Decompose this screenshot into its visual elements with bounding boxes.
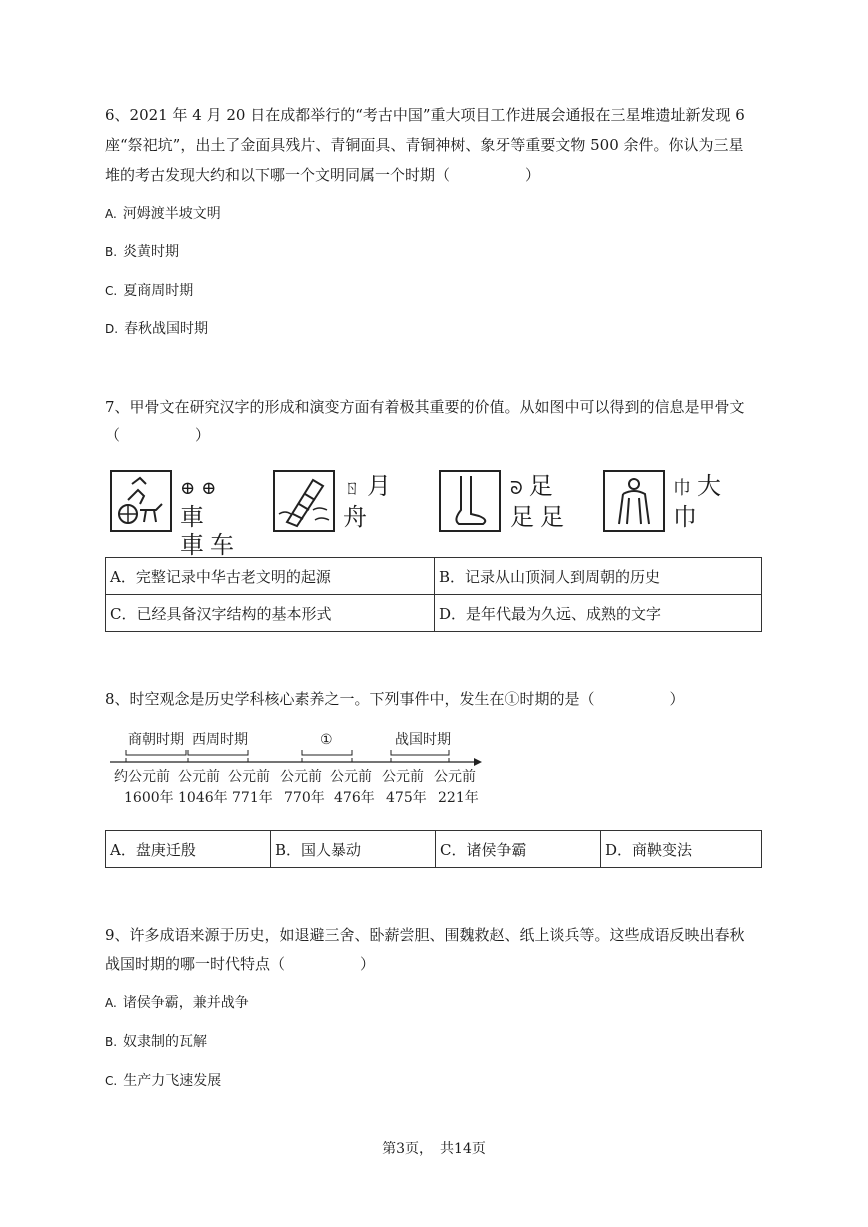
- option-text: 河姆渡半坡文明: [122, 206, 221, 222]
- period-bracket: [188, 750, 248, 755]
- q9-option-c: [105, 1072, 221, 1090]
- glyph-char: 舟: [343, 503, 373, 531]
- table-row: [106, 831, 762, 868]
- q8-answer-table: [105, 830, 762, 868]
- option-text: 春秋战国时期: [124, 321, 209, 337]
- tick-year: 1600年: [124, 790, 174, 806]
- q6-option-b: [105, 243, 179, 261]
- option-letter: C.: [105, 1074, 118, 1088]
- table-row: [106, 558, 762, 595]
- option-letter: A.: [105, 207, 117, 221]
- period-bracket: [126, 750, 186, 755]
- q7-answer-c: C．已经具备汉字结构的基本形式: [106, 595, 435, 632]
- ancient-glyph: ᘐ: [510, 478, 529, 499]
- option-letter: B.: [105, 245, 118, 259]
- option-letter: A.: [105, 996, 117, 1010]
- q6-line-3: 堆的考古发现大约和以下哪一个文明同属一个时期（ ）: [105, 166, 541, 184]
- q7-answer-a: A．完整记录中华古老文明的起源: [106, 558, 435, 595]
- oracle-chariot-chars: [180, 472, 240, 559]
- q7-line-2: （ ）: [105, 426, 211, 444]
- q9-line-1: 9、许多成语来源于历史，如退避三舍、卧薪尝胆、围魏救赵、纸上谈兵等。这些成语反映出春秋: [105, 926, 745, 944]
- q6-option-a: [105, 205, 221, 223]
- q8-answer-d: D．商鞅变法: [601, 831, 762, 868]
- tick-year: 476年: [334, 790, 375, 806]
- ancient-glyph: ㄖ: [343, 478, 367, 499]
- option-letter: B.: [105, 1035, 118, 1049]
- option-text: 炎黄时期: [123, 244, 180, 260]
- q6-line-1: 6、2021 年 4 月 20 日在成都举行的“考古中国”重大项目工作进展会通报在三星堆遗址新发现 6: [105, 106, 745, 124]
- glyph-char: 足: [510, 503, 540, 531]
- tick-label: 公元前: [178, 769, 220, 785]
- option-letter: D.: [105, 322, 119, 336]
- option-text: 奴隶制的瓦解: [123, 1034, 208, 1050]
- tick-label: 公元前: [228, 769, 270, 785]
- option-text: 生产力飞速发展: [123, 1073, 222, 1089]
- timeline-arrow: [474, 758, 482, 766]
- q7-answer-table: [105, 557, 762, 632]
- q8-answer-b: B．国人暴动: [271, 831, 436, 868]
- q9-line-2: 战国时期的哪一时代特点（ ）: [105, 955, 376, 973]
- glyph-char: 巾: [673, 503, 703, 531]
- period-bracket: [391, 750, 449, 755]
- oracle-foot-image: [439, 470, 501, 532]
- tick-label: 公元前: [330, 769, 372, 785]
- glyph-char: 足: [528, 472, 559, 500]
- q8-line-1: 8、时空观念是历史学科核心素养之一。下列事件中，发生在①时期的是（ ）: [105, 690, 685, 708]
- q6-line-2: 座“祭祀坑”，出土了金面具残片、青铜面具、青铜神树、象牙等重要文物 500 余件。你认为三星: [105, 136, 744, 154]
- period-label: 战国时期: [395, 732, 451, 748]
- period-bracket: [302, 750, 352, 755]
- oracle-foot-chars: [510, 472, 570, 531]
- q8-timeline: [108, 730, 498, 812]
- tick-year: 475年: [386, 790, 427, 806]
- glyph-char: 车: [210, 531, 240, 559]
- oracle-boat-image: [273, 470, 335, 532]
- tick-label: 约公元前: [114, 769, 170, 785]
- q8-answer-c: C．诸侯争霸: [436, 831, 601, 868]
- glyph-char: 車: [180, 503, 210, 531]
- period-label: 商朝时期: [128, 732, 184, 748]
- option-text: 诸侯争霸，兼并战争: [122, 995, 249, 1011]
- tick-year: 770年: [284, 790, 325, 806]
- oracle-chariot-image: [110, 470, 172, 532]
- q7-answer-d: D．是年代最为久远、成熟的文字: [435, 595, 762, 632]
- ancient-glyph: ⊕⊕: [180, 478, 223, 499]
- q7-line-1: 7、甲骨文在研究汉字的形成和演变方面有着极其重要的价值。从如图中可以得到的信息是甲骨文: [105, 398, 745, 416]
- glyph-char: 大: [697, 472, 727, 500]
- q6-option-c: [105, 282, 193, 300]
- tick-label: 公元前: [382, 769, 424, 785]
- period-label: ①: [320, 732, 333, 748]
- tick-label: 公元前: [434, 769, 476, 785]
- tick-year: 771年: [232, 790, 273, 806]
- q8-answer-a: A．盘庚迁殷: [106, 831, 271, 868]
- option-letter: C.: [105, 284, 118, 298]
- tick-year: 221年: [438, 790, 479, 806]
- glyph-char: 足: [540, 503, 570, 531]
- tick-label: 公元前: [280, 769, 322, 785]
- glyph-char: 月: [367, 472, 397, 500]
- q7-answer-b: B．记录从山顶洞人到周朝的历史: [435, 558, 762, 595]
- oracle-cloth-image: [603, 470, 665, 532]
- q6-option-d: [105, 320, 208, 338]
- page-footer: 第3页， 共14页: [382, 1141, 486, 1157]
- tick-year: 1046年: [178, 790, 228, 806]
- q9-option-a: [105, 994, 249, 1012]
- oracle-boat-chars: [343, 472, 403, 531]
- glyph-char: 車: [180, 531, 210, 559]
- table-row: [106, 595, 762, 632]
- option-text: 夏商周时期: [123, 283, 194, 299]
- oracle-cloth-chars: [673, 472, 733, 531]
- q9-option-b: [105, 1033, 207, 1051]
- ancient-glyph: 巾: [673, 478, 697, 499]
- period-label: 西周时期: [192, 732, 248, 748]
